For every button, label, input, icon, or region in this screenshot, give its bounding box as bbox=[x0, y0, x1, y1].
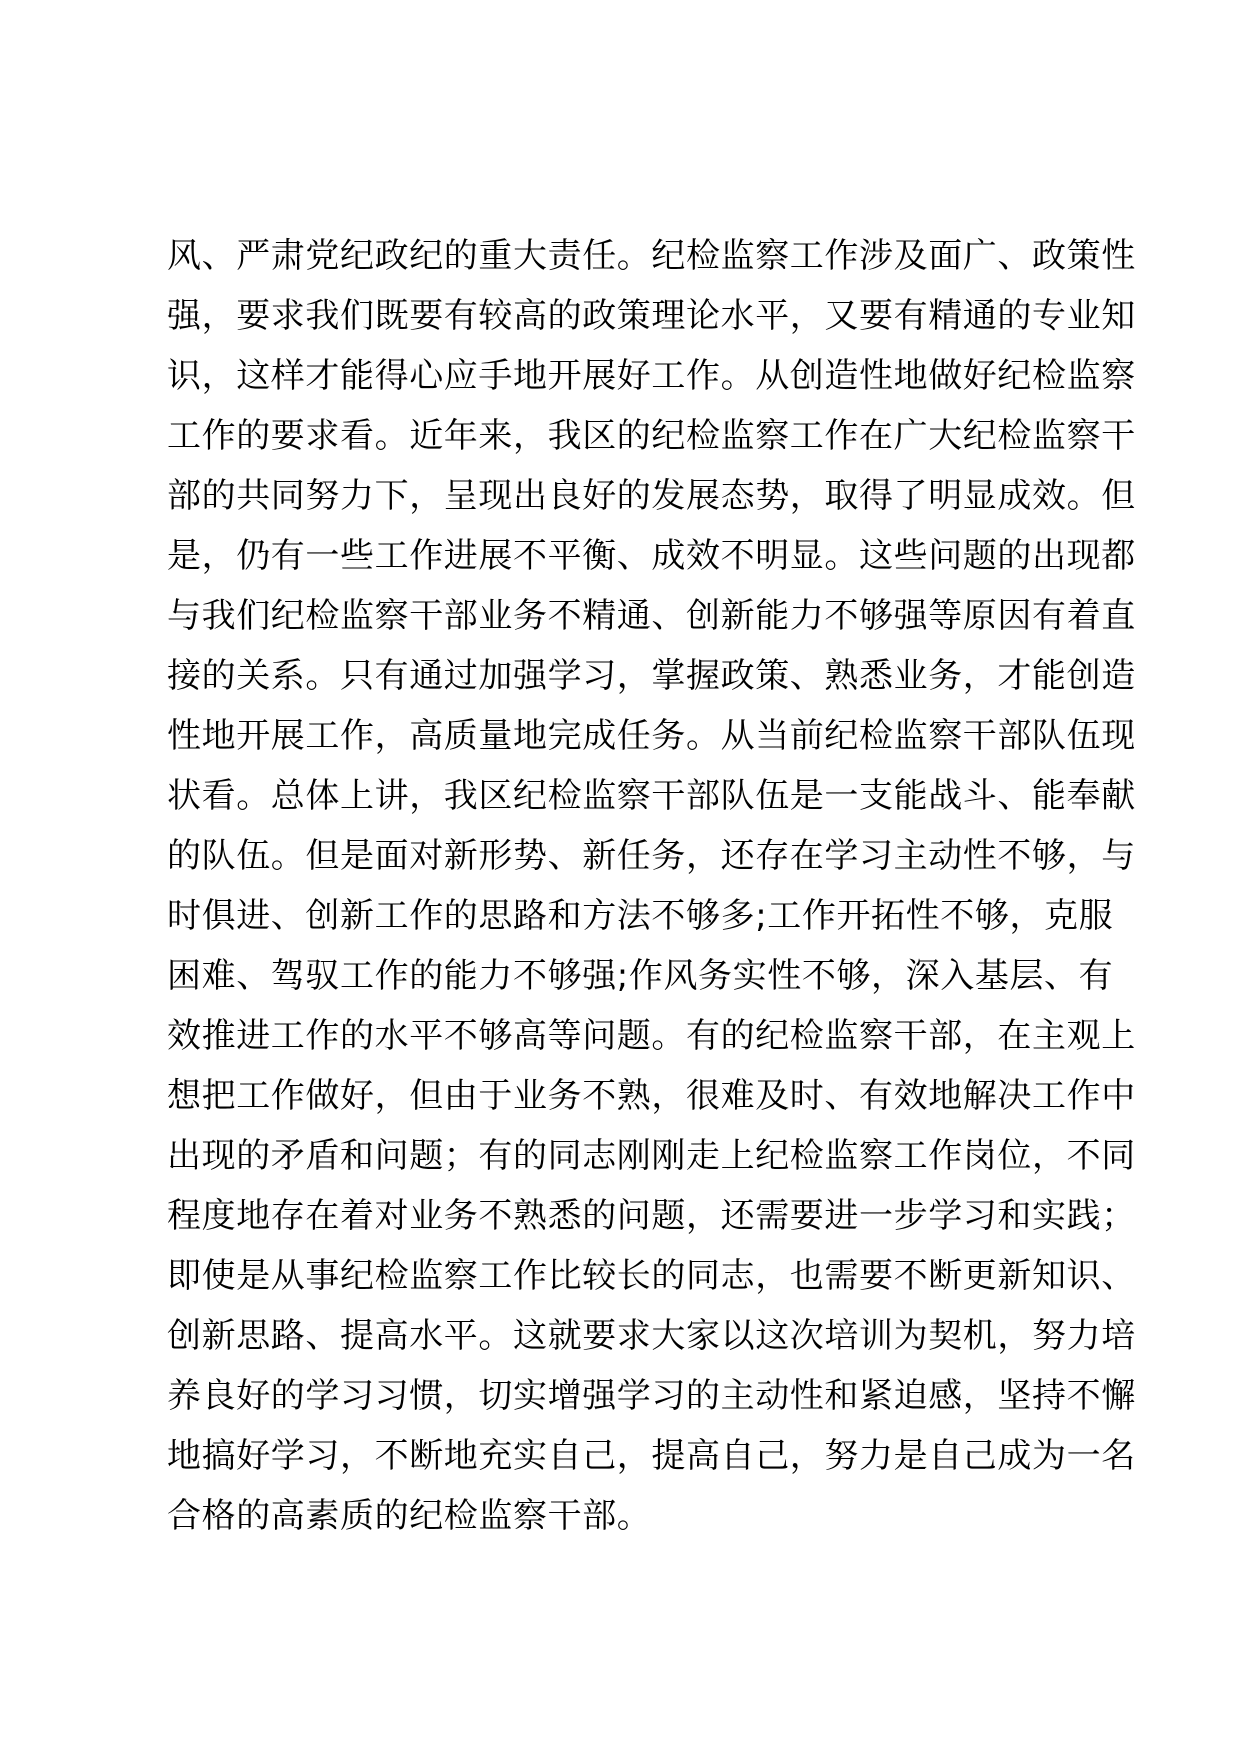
text-line: 工作的要求看。近年来，我区的纪检监察工作在广大纪检监察干 bbox=[167, 416, 1136, 456]
text-line: 想把工作做好，但由于业务不熟，很难及时、有效地解决工作中 bbox=[167, 1076, 1136, 1116]
text-line: 创新思路、提高水平。这就要求大家以这次培训为契机，努力培 bbox=[167, 1316, 1136, 1356]
text-line: 风、严肃党纪政纪的重大责任。纪检监察工作涉及面广、政策性 bbox=[167, 236, 1136, 276]
text-line: 性地开展工作，高质量地完成任务。从当前纪检监察干部队伍现 bbox=[167, 716, 1136, 756]
text-line: 养良好的学习习惯，切实增强学习的主动性和紧迫感，坚持不懈 bbox=[167, 1376, 1136, 1416]
text-line: 的队伍。但是面对新形势、新任务，还存在学习主动性不够，与 bbox=[167, 836, 1136, 876]
text-line: 出现的矛盾和问题；有的同志刚刚走上纪检监察工作岗位，不同 bbox=[167, 1136, 1136, 1176]
text-line: 接的关系。只有通过加强学习，掌握政策、熟悉业务，才能创造 bbox=[167, 656, 1136, 696]
text-line: 识，这样才能得心应手地开展好工作。从创造性地做好纪检监察 bbox=[167, 356, 1136, 396]
text-line: 是，仍有一些工作进展不平衡、成效不明显。这些问题的出现都 bbox=[167, 536, 1136, 576]
text-line: 地搞好学习，不断地充实自己，提高自己，努力是自己成为一名 bbox=[167, 1436, 1136, 1476]
text-line: 部的共同努力下，呈现出良好的发展态势，取得了明显成效。但 bbox=[167, 476, 1136, 516]
text-line: 强，要求我们既要有较高的政策理论水平，又要有精通的专业知 bbox=[167, 296, 1136, 336]
text-line: 效推进工作的水平不够高等问题。有的纪检监察干部，在主观上 bbox=[167, 1016, 1136, 1056]
text-line: 状看。总体上讲，我区纪检监察干部队伍是一支能战斗、能奉献 bbox=[167, 776, 1136, 816]
text-line: 困难、驾驭工作的能力不够强;作风务实性不够，深入基层、有 bbox=[167, 956, 1114, 996]
text-line: 时俱进、创新工作的思路和方法不够多;工作开拓性不够，克服 bbox=[167, 896, 1114, 936]
text-line: 合格的高素质的纪检监察干部。 bbox=[167, 1496, 652, 1536]
text-line: 即使是从事纪检监察工作比较长的同志，也需要不断更新知识、 bbox=[167, 1256, 1136, 1296]
text-line: 与我们纪检监察干部业务不精通、创新能力不够强等原因有着直 bbox=[167, 596, 1136, 636]
body-paragraph bbox=[167, 226, 1136, 1546]
text-line: 程度地存在着对业务不熟悉的问题，还需要进一步学习和实践； bbox=[167, 1196, 1136, 1236]
